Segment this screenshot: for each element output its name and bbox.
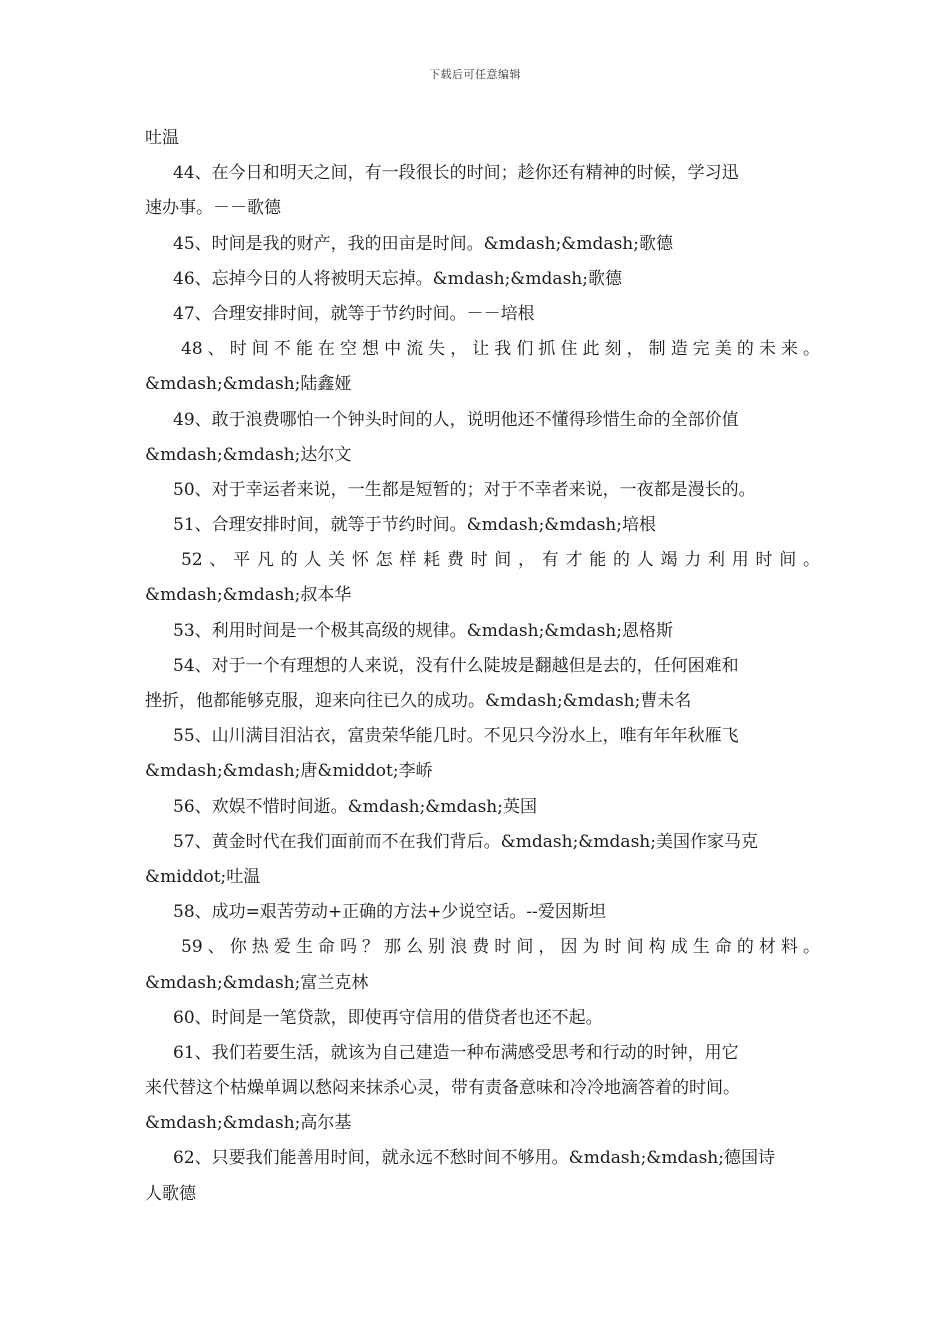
- quote-47: 47、合理安排时间，就等于节约时间。－－培根: [173, 303, 535, 324]
- text-line: &mdash;&mdash;陆鑫娅: [145, 374, 352, 395]
- text-line: &mdash;&mdash;唐&middot;李峤: [145, 761, 433, 782]
- text-line: &middot;吐温: [145, 866, 261, 887]
- quote-45: 45、时间是我的财产，我的田亩是时间。&mdash;&mdash;歌德: [173, 233, 673, 254]
- text-line: 来代替这个枯燥单调以愁闷来抹杀心灵，带有责备意味和冷冷地滴答着的时间。: [145, 1078, 740, 1099]
- quote-57: 57、黄金时代在我们面前而不在我们背后。&mdash;&mdash;美国作家马克: [173, 831, 758, 852]
- text-line: &mdash;&mdash;叔本华: [145, 585, 352, 606]
- text-line: 人歌德: [145, 1183, 196, 1204]
- page-header: 下载后可任意编辑: [429, 68, 521, 81]
- quote-52: 52、平凡的人关怀怎样耗费时间，有才能的人竭力利用时间。: [181, 550, 820, 571]
- quote-58: 58、成功=艰苦劳动+正确的方法+少说空话。--爱因斯坦: [173, 902, 606, 923]
- text-line: 速办事。－－歌德: [145, 198, 281, 219]
- quote-59: 59、你热爱生命吗？那么别浪费时间，因为时间构成生命的材料。: [181, 937, 820, 958]
- quote-50: 50、对于幸运者来说，一生都是短暂的；对于不幸者来说，一夜都是漫长的。: [173, 479, 756, 500]
- text-line: 吐温: [145, 128, 179, 148]
- quote-54: 54、对于一个有理想的人来说，没有什么陡坡是翻越但是去的，任何困难和: [173, 655, 739, 676]
- text-line: 挫折，他都能够克服，迎来向往已久的成功。&mdash;&mdash;曹未名: [145, 691, 692, 711]
- text-line: &mdash;&mdash;达尔文: [145, 444, 352, 465]
- quote-56: 56、欢娱不惜时间逝。&mdash;&mdash;英国: [173, 796, 537, 817]
- quote-48: 48、时间不能在空想中流失，让我们抓住此刻，制造完美的未来。: [181, 339, 820, 360]
- quote-60: 60、时间是一笔贷款，即使再守信用的借贷者也还不起。: [173, 1007, 603, 1028]
- quote-49: 49、敢于浪费哪怕一个钟头时间的人，说明他还不懂得珍惜生命的全部价值: [173, 409, 739, 430]
- quote-53: 53、利用时间是一个极其高级的规律。&mdash;&mdash;恩格斯: [173, 620, 673, 641]
- quote-55: 55、山川满目泪沾衣，富贵荣华能几时。不见只今汾水上，唯有年年秋雁飞: [173, 726, 739, 747]
- quote-51: 51、合理安排时间，就等于节约时间。&mdash;&mdash;培根: [173, 515, 656, 536]
- quote-44: 44、在今日和明天之间，有一段很长的时间；趁你还有精神的时候，学习迅: [173, 163, 739, 184]
- quote-46: 46、忘掉今日的人将被明天忘掉。&mdash;&mdash;歌德: [173, 268, 622, 289]
- document-body: [145, 124, 820, 1215]
- text-line: &mdash;&mdash;高尔基: [145, 1113, 352, 1134]
- quote-62: 62、只要我们能善用时间，就永远不愁时间不够用。&mdash;&mdash;德国诗: [173, 1148, 775, 1169]
- quote-61: 61、我们若要生活，就该为自己建造一种布满感受思考和行动的时钟，用它: [173, 1042, 739, 1063]
- text-line: &mdash;&mdash;富兰克林: [145, 972, 369, 993]
